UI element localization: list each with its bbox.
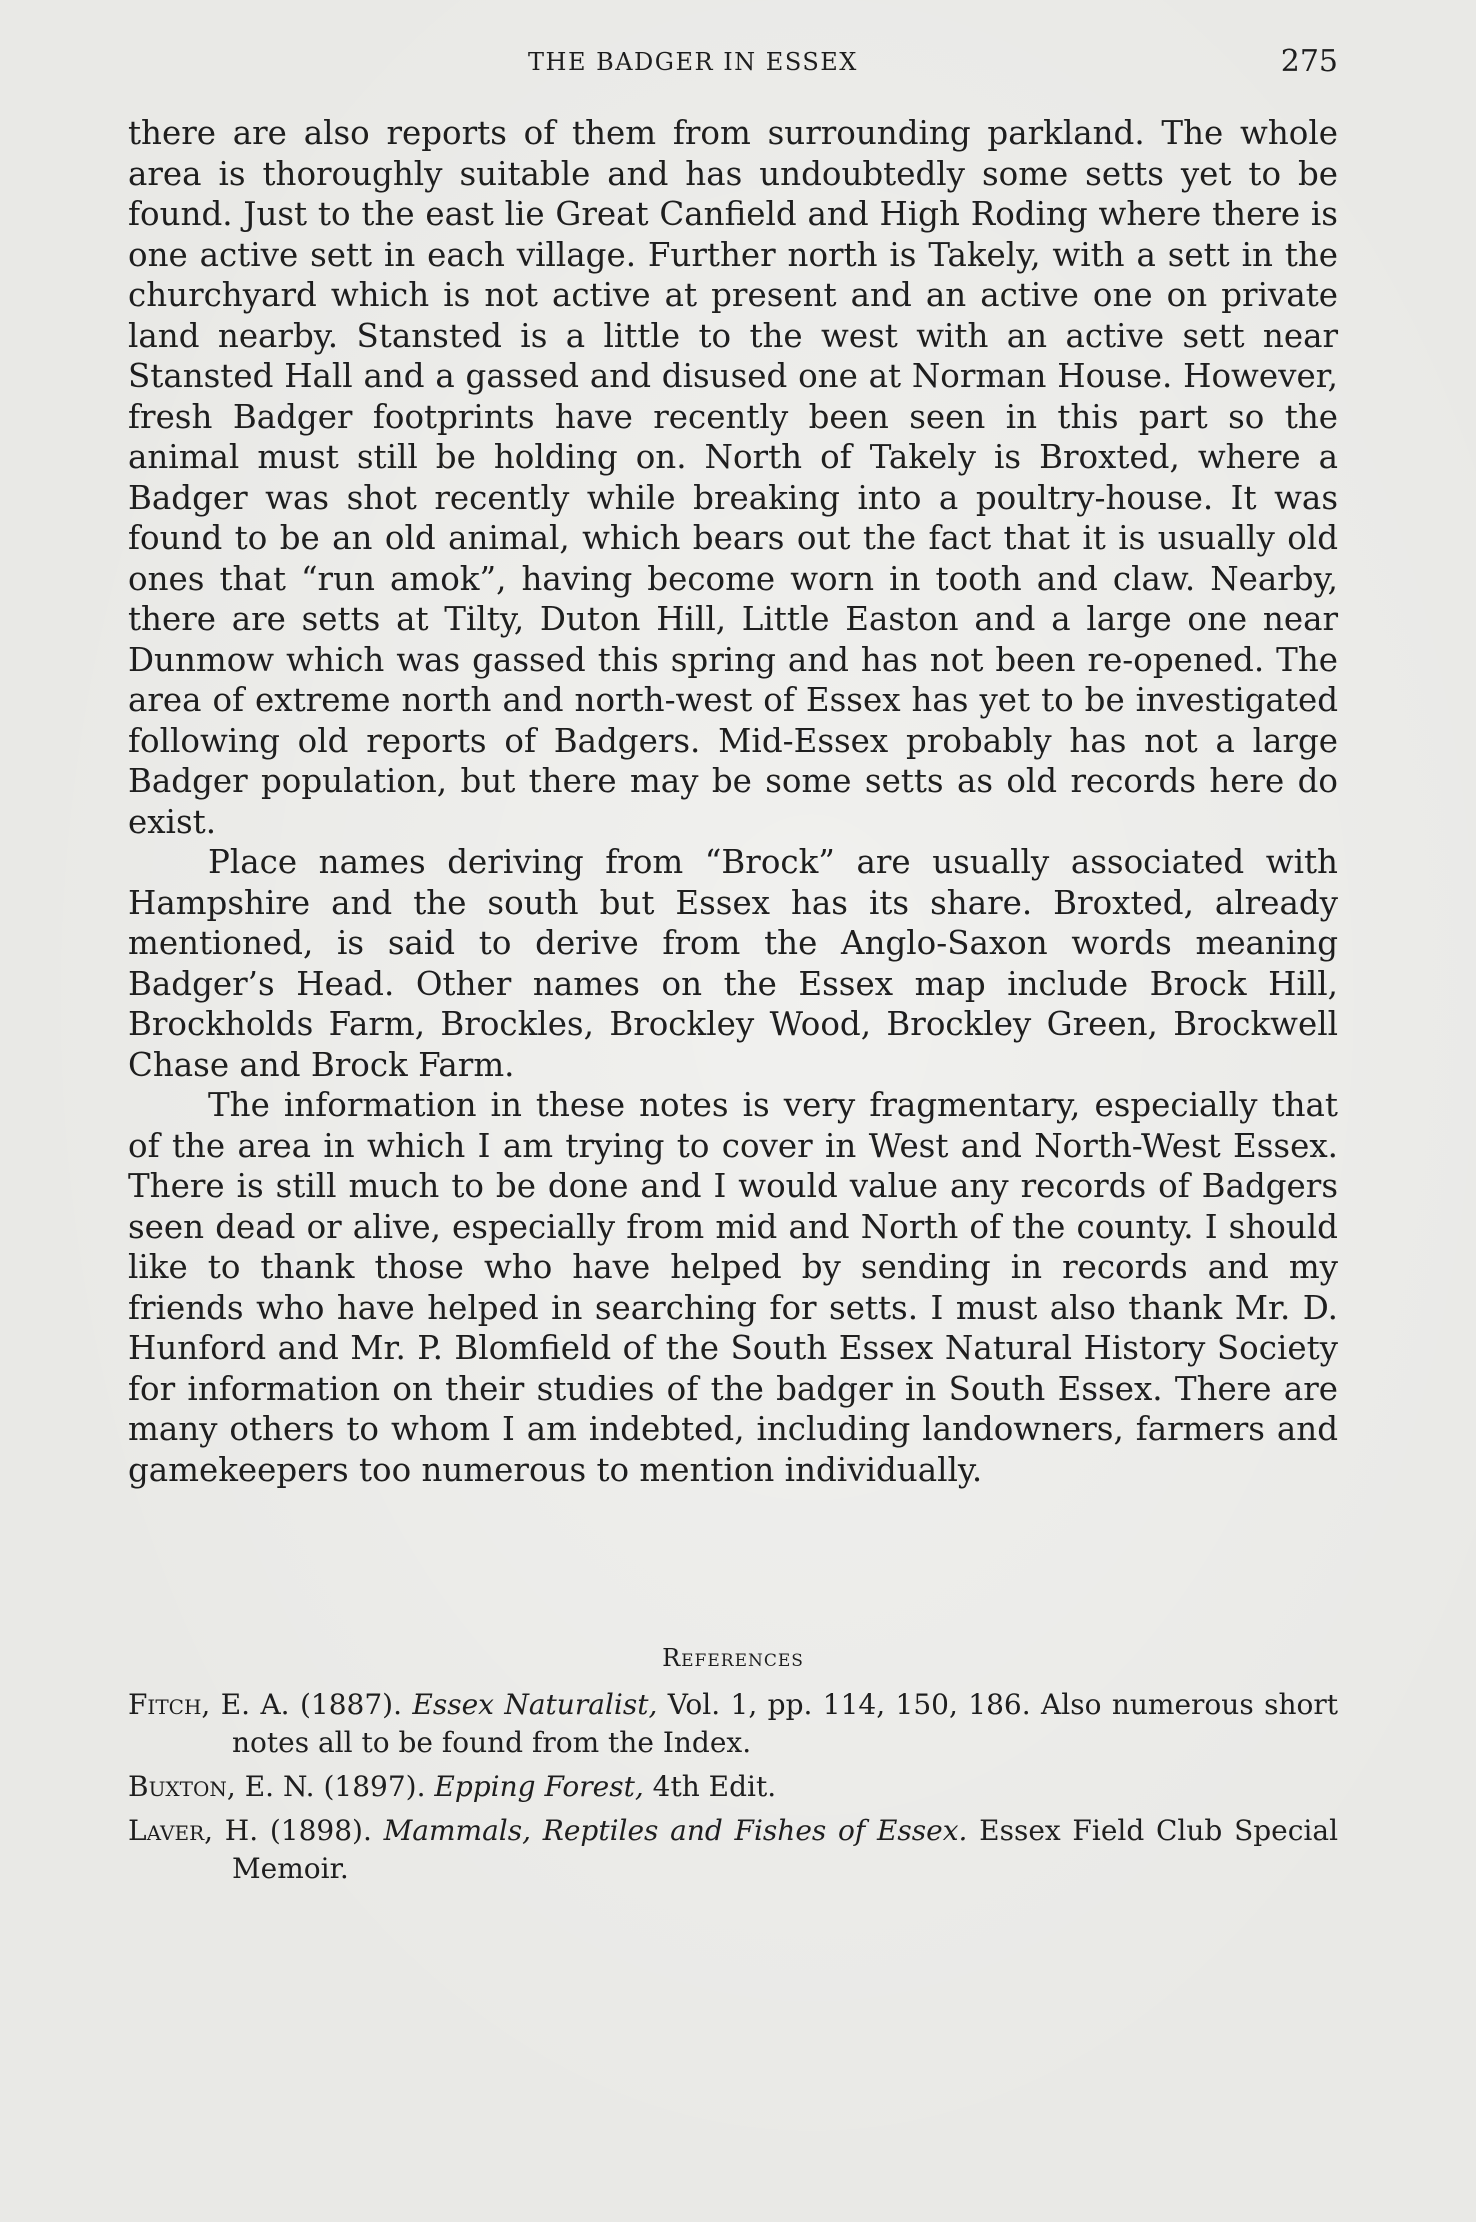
paragraph-continued: there are also reports of them from surrounding parkland. The whole area is thoroughly suitable and has undoubtedly some setts yet to be found. Just to the east lie Great Canfield and High Roding where there is one active sett in each village. Further north is Takely, with a sett in the churchyard which is not active at present and an active one on private land nearby. Stansted is a little to the west with an active sett near Stansted Hall and a gassed and disused one at Norman House. However, fresh Badger footprints have recently been seen in this part so the animal must still be holding on. North of Takely is Broxted, where a Badger was shot recently while breaking into a poultry-house. It was found to be an old animal, which bears out the fact that it is usually old ones that “run amok”, having become worn in tooth and claw. Nearby, there are setts at Tilty, Duton Hill, Little Easton and a large one near Dunmow which was gassed this spring and has not been re-opened. The area of extreme north and north-west of Essex has yet to be investigated following old reports of Badgers. Mid-Essex probably has not a large Badger population, but there may be some setts as old records here do exist. <box>128 114 1338 841</box>
reference-details: Essex Field Club Special Memoir. <box>232 1814 1339 1885</box>
reference-work: Mammals, Reptiles and Fishes of Essex. <box>383 1814 968 1847</box>
reference-item <box>128 1812 1338 1888</box>
running-title: THE BADGER IN ESSEX <box>528 48 858 76</box>
page-number: 275 <box>1280 44 1338 79</box>
reference-year: (1898). <box>269 1814 372 1847</box>
reference-item <box>128 1686 1338 1762</box>
article-body <box>128 113 1338 1490</box>
reference-author: Fitch, E. A. <box>128 1688 290 1721</box>
reference-item <box>128 1768 1338 1806</box>
reference-year: (1897). <box>323 1770 426 1803</box>
reference-year: (1887). <box>300 1688 403 1721</box>
reference-details: 4th Edit. <box>652 1770 777 1803</box>
references-heading: References <box>662 1644 804 1672</box>
references-list <box>128 1686 1338 1894</box>
page-header <box>128 44 1338 84</box>
paragraph-acknowledgements: The information in these notes is very fragmentary, especially that of the area in which I am trying to cover in West and North-West Essex. There is still much to be done and I would value any records of Badgers seen dead or alive, especially from mid and North of the county. I should like to thank those who have helped by sending in records and my friends who have helped in searching for setts. I must also thank Mr. D. Hunford and Mr. P. Blomfield of the South Essex Natural History Society for information on their studies of the badger in South Essex. There are many others to whom I am indebted, including landowners, farmers and gamekeepers too numerous to mention individually. <box>128 1086 1338 1489</box>
reference-author: Buxton, E. N. <box>128 1770 315 1803</box>
reference-work: Epping Forest, <box>434 1770 644 1803</box>
reference-author: Laver, H. <box>128 1814 259 1847</box>
reference-details: Vol. 1, pp. 114, 150, 186. Also numerous short notes all to be found from the Index. <box>232 1688 1338 1759</box>
paragraph-place-names: Place names deriving from “Brock” are usually associated with Hampshire and the south but Essex has its share. Broxted, already mentioned, is said to derive from the Anglo-Saxon words meaning Badger’s Head. Other names on the Essex map include Brock Hill, Brockholds Farm, Brockles, Brockley Wood, Brockley Green, Brockwell Chase and Brock Farm. <box>128 843 1338 1084</box>
reference-work: Essex Naturalist, <box>412 1688 658 1721</box>
